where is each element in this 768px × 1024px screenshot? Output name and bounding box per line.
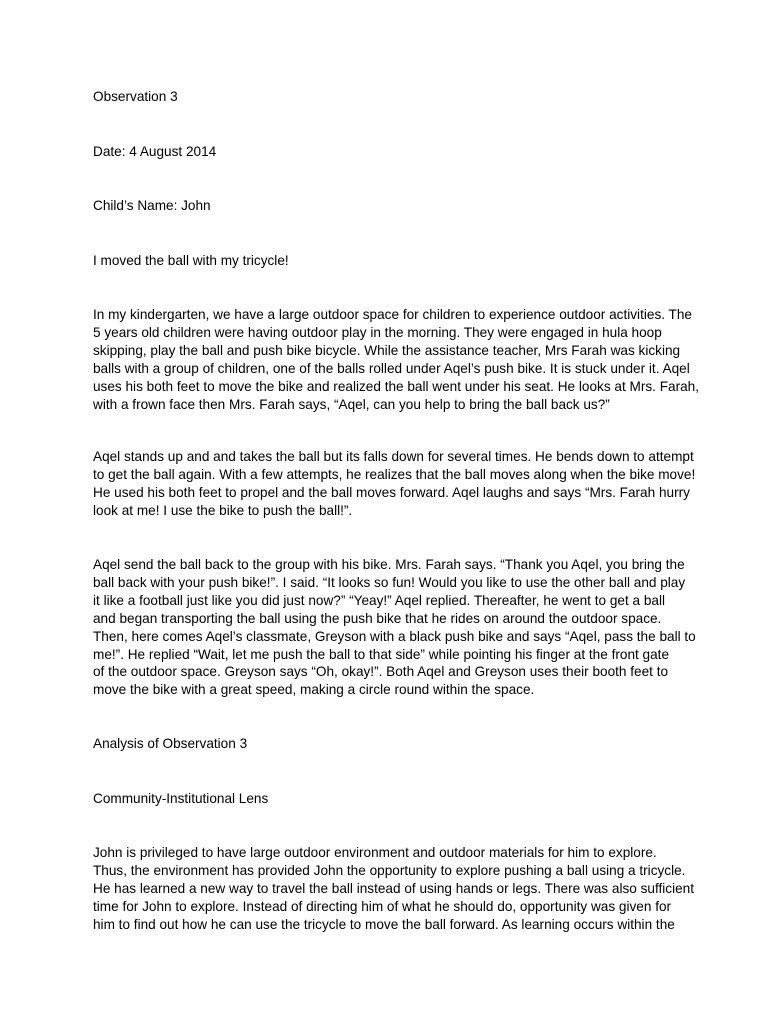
paragraph-line: John is privileged to have large outdoor environment and outdoor materials for him to explore. [93,845,657,860]
lens-heading: Community-Institutional Lens [93,791,269,806]
paragraph-line: to get the ball again. With a few attempts, he realizes that the ball moves along when the bike move! [93,466,696,482]
paragraph-line: look at me! I use the bike to push the ball!”. [93,502,353,518]
paragraph-line: ball back with your push bike!”. I said. “It looks so fun! Would you like to use the other ball and play [93,574,686,590]
paragraph-line: He used his both feet to propel and the ball moves forward. Aqel laughs and says “Mrs. Farah hurry [93,484,690,500]
paragraph-4 [93,844,693,934]
paragraph-line: him to find out how he can use the tricycle to move the ball forward. As learning occurs within the [93,916,675,932]
child-name-line: Child’s Name: John [93,198,211,213]
paragraph-line: with a frown face then Mrs. Farah says, “Aqel, can you help to bring the ball back us?” [93,396,610,412]
observation-title: I moved the ball with my tricycle! [93,253,289,268]
paragraph-line: me!”. He replied “Wait, let me push the ball to that side” while pointing his finger at the front gate [93,646,670,662]
paragraph-1 [93,306,700,413]
paragraph-line: Thus, the environment has provided John the opportunity to explore pushing a ball using a tricycle. [93,862,686,878]
paragraph-3 [93,556,696,699]
paragraph-line: uses his both feet to move the bike and realized the ball went under his seat. He looks at Mrs. Farah, [93,378,700,394]
paragraph-line: it like a football just like you did just now?” “Yeay!” Aqel replied. Thereafter, he went to get a ball [93,592,666,608]
paragraph-line: move the bike with a great speed, making a circle round within the space. [93,682,535,698]
date-line: Date: 4 August 2014 [93,144,217,159]
paragraph-line: He has learned a new way to travel the ball instead of using hands or legs. There was also sufficient [93,880,694,896]
paragraph-line: time for John to explore. Instead of directing him of what he should do, opportunity was given for [93,898,672,914]
paragraph-line: 5 years old children were having outdoor play in the morning. They were engaged in hula hoop [93,324,662,340]
paragraph-line: Aqel send the ball back to the group with his bike. Mrs. Farah says. “Thank you Aqel, you bring the [93,557,685,572]
paragraph-line: balls with a group of children, one of the balls rolled under Aqel’s push bike. It is stuck under it. Aqel [93,360,690,376]
analysis-heading: Analysis of Observation 3 [93,736,248,751]
paragraph-2 [93,448,696,520]
paragraph-line: Then, here comes Aqel’s classmate, Greyson with a black push bike and says “Aqel, pass the ball to [93,628,696,644]
paragraph-line: skipping, play the ball and push bike bicycle. While the assistance teacher, Mrs Farah was kicking [93,342,681,358]
paragraph-line: Aqel stands up and and takes the ball but its falls down for several times. He bends down to attempt [93,449,694,464]
paragraph-line: and began transporting the ball using the push bike that he rides on around the outdoor space. [93,610,662,626]
paragraph-line: of the outdoor space. Greyson says “Oh, okay!”. Both Aqel and Greyson uses their booth feet to [93,664,669,680]
observation-heading: Observation 3 [93,89,178,104]
paragraph-line: In my kindergarten, we have a large outdoor space for children to experience outdoor activities. The [93,307,692,322]
